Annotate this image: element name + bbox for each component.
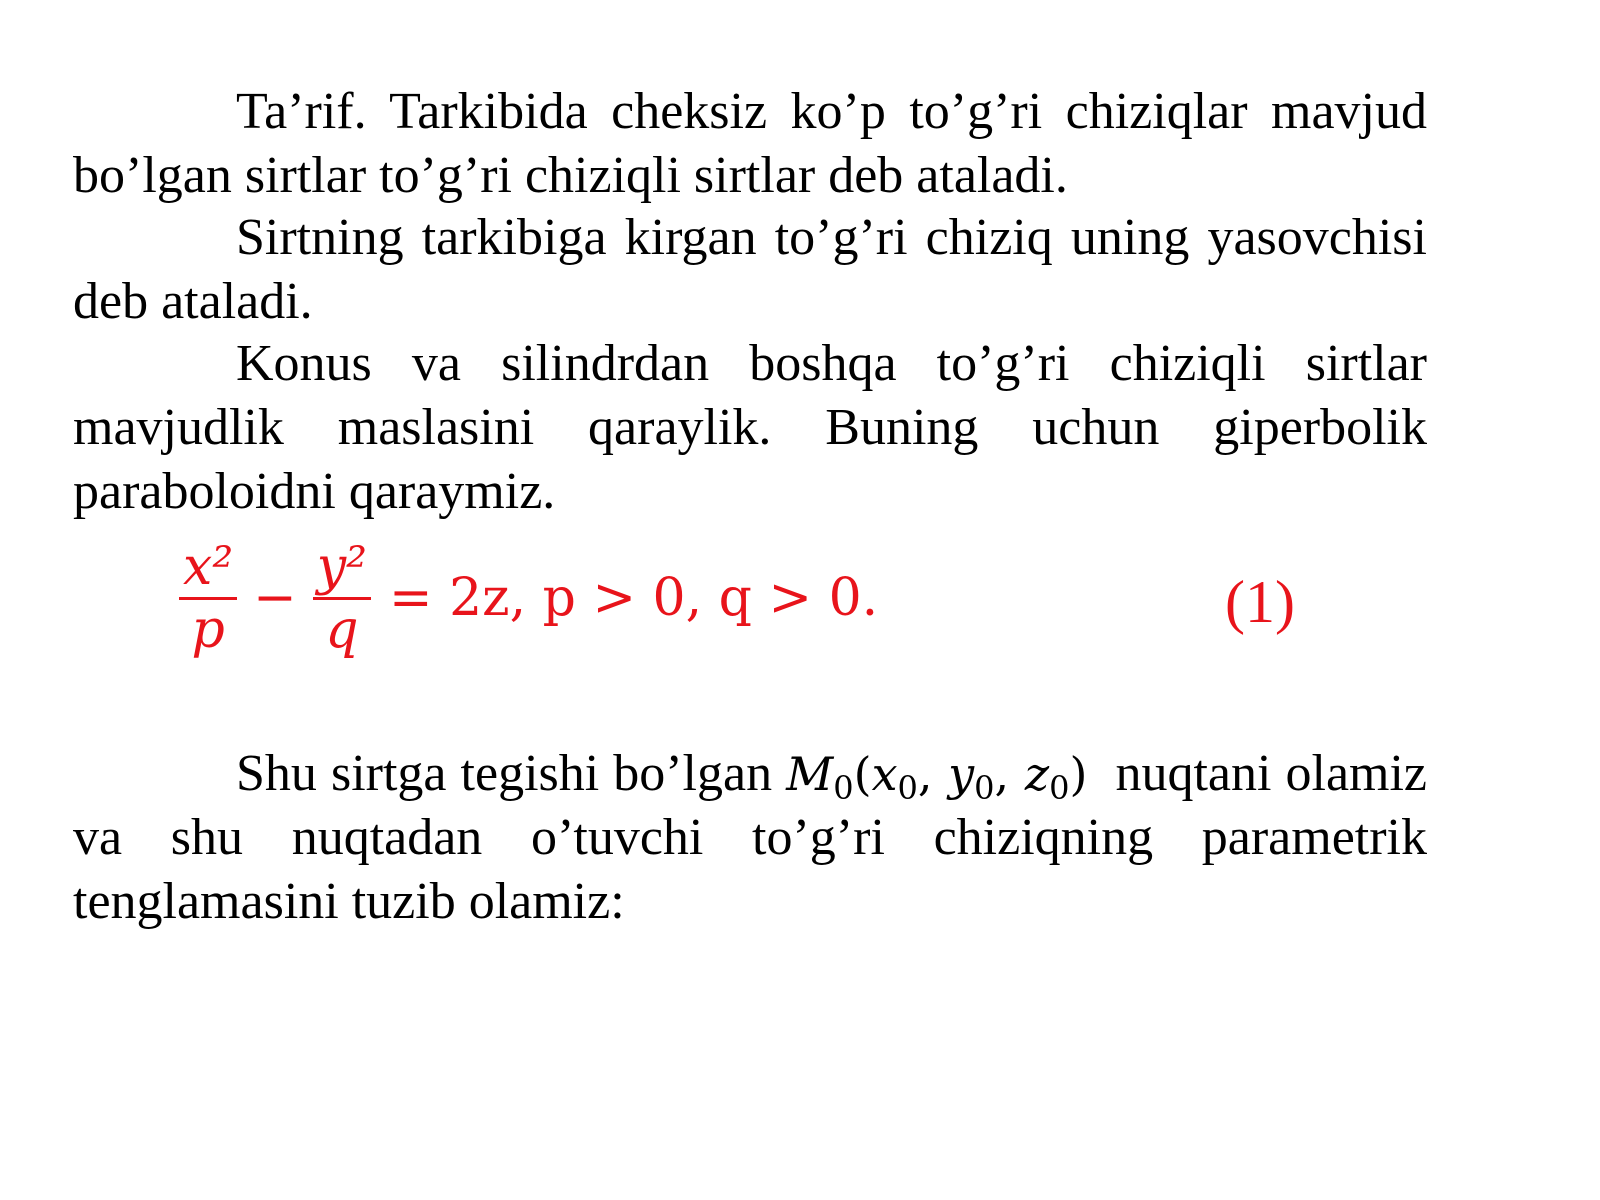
coord-y: y — [948, 747, 975, 801]
fraction-x — [179, 537, 237, 660]
coord-z-subscript: 0 — [1049, 769, 1070, 807]
equation-number: (1) — [1225, 568, 1295, 635]
point-text-after: nuqtani olamiz va shu nuqtadan o’tuvchi to’g’ri chiziqning parametrik tenglamasini tuzib olamiz: — [73, 745, 1428, 930]
equation-row — [175, 528, 1375, 668]
point-m0: $M_0(x_0$, $y_0$, $z_0$) — [786, 747, 1088, 807]
generator-paragraph: Sirtning tarkibiga kirgan to’g’ri chiziq uning yasovchisi deb ataladi. — [73, 209, 1427, 330]
point-text-before: Shu sirtga tegishi bo’lgan — [236, 745, 773, 802]
fraction-y — [313, 537, 371, 660]
hyperbolic-paraboloid-equation — [175, 528, 878, 668]
definition-paragraph: Ta’rif. Tarkibida cheksiz ko’p to’g’ri chiziqlar mavjud bo’lgan sirtlar to’g’ri chiziqli sirtlar deb ataladi. — [73, 83, 1427, 204]
fraction-x-numerator: x² — [183, 536, 234, 597]
equation-right-side: = 2z, p > 0, q > 0. — [388, 568, 879, 628]
coord-y-subscript: 0 — [974, 769, 995, 807]
point-name: M — [786, 747, 834, 801]
coord-x-subscript: 0 — [897, 769, 918, 807]
fraction-y-denominator: q — [325, 599, 359, 660]
point-subscript: 0 — [833, 769, 854, 807]
fraction-x-denominator: p — [191, 599, 225, 660]
coord-z: z — [1024, 747, 1050, 801]
point-paragraph — [73, 742, 1427, 934]
intro-paragraph: Konus va silindrdan boshqa to’g’ri chiziqli sirtlar mavjudlik maslasini qaraylik. Buning uchun giperbolik paraboloidni qaraymiz. — [73, 335, 1427, 520]
minus-sign: − — [253, 568, 297, 628]
coord-x: x — [871, 747, 898, 801]
fraction-y-numerator: y² — [316, 536, 367, 597]
